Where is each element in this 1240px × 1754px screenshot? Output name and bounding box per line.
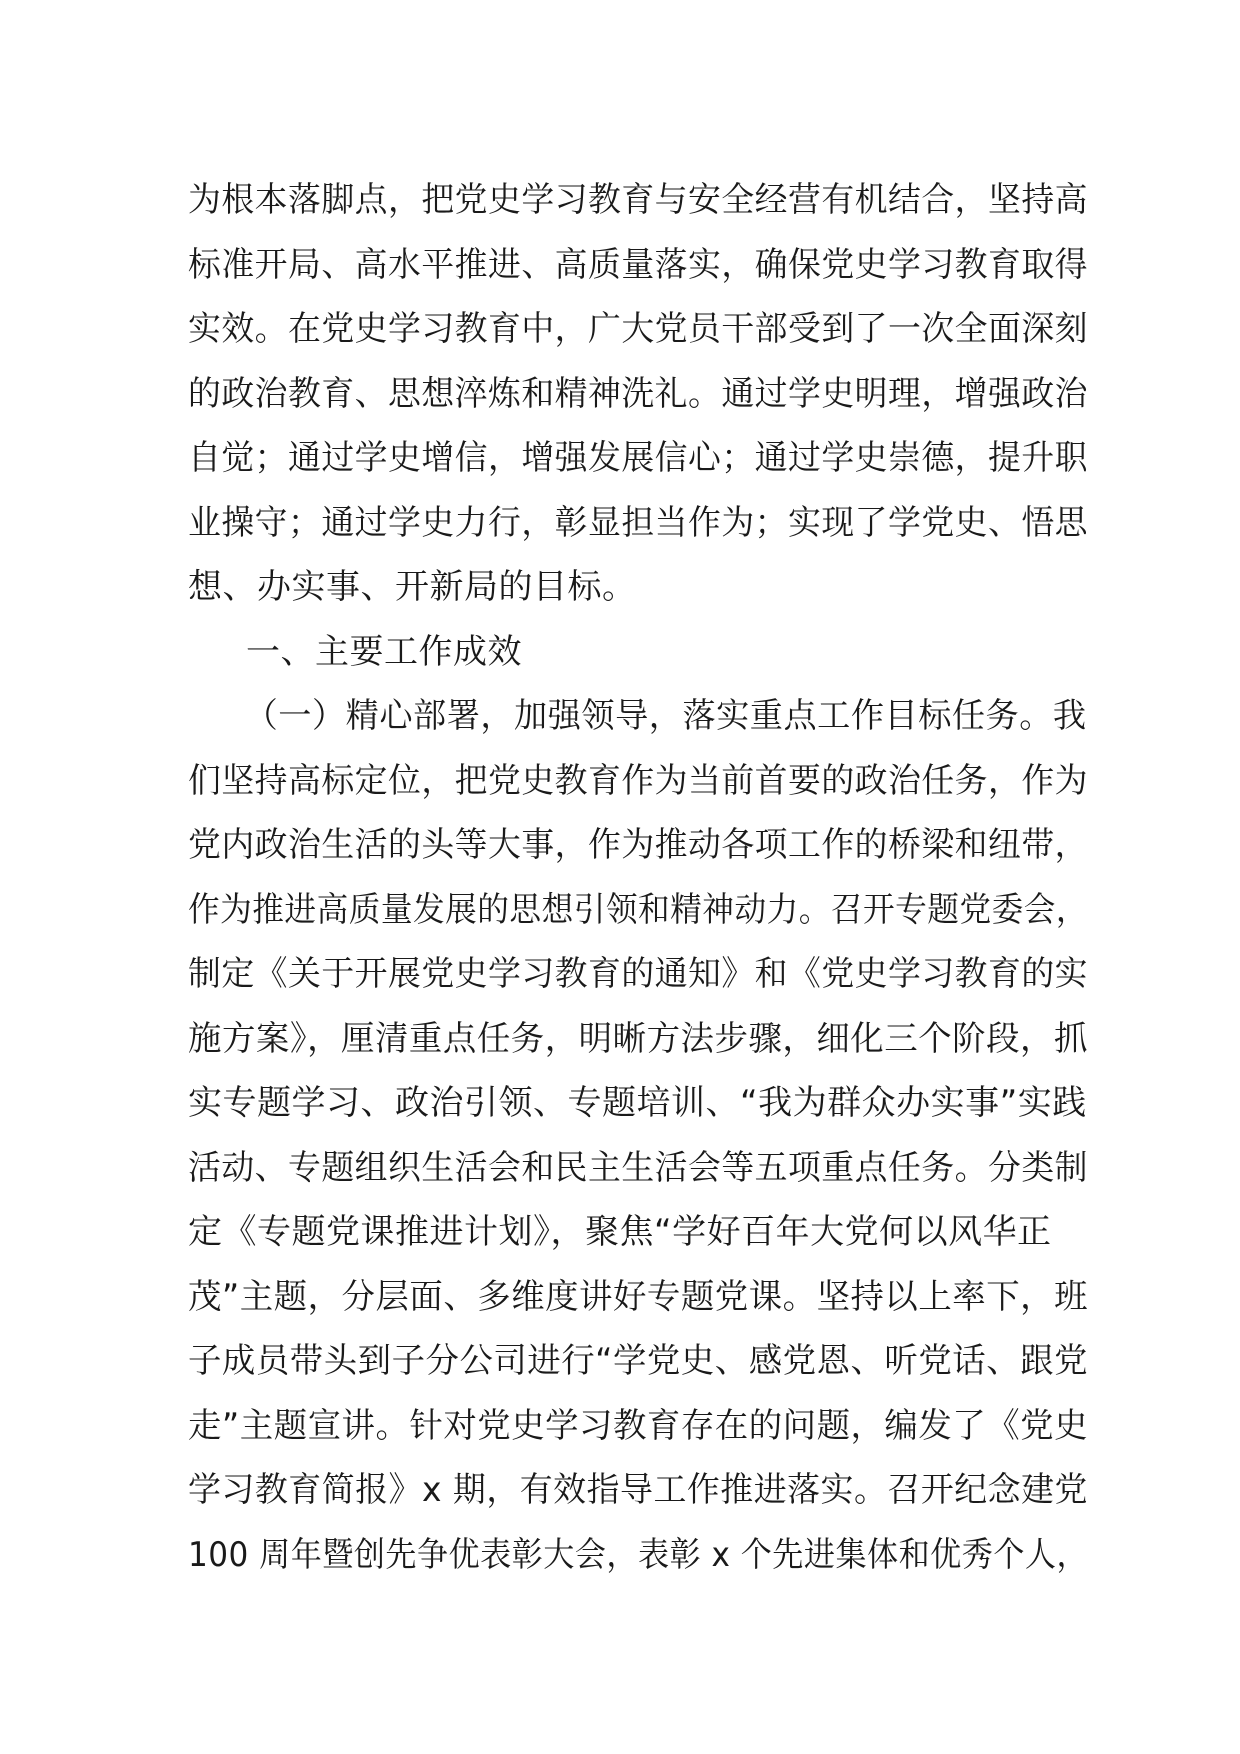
text-line: 活动、专题组织生活会和民主生活会等五项重点任务。分类制	[188, 1147, 1089, 1188]
text-line: 子成员带头到子分公司进行“学党史、感党恩、听党话、跟党	[188, 1341, 1089, 1381]
text-line: 学习教育简报》x 期，有效指导工作推进落实。召开纪念建党	[188, 1470, 1088, 1510]
text-line: 业操守；通过学史力行，彰显担当作为；实现了学党史、悟思	[188, 502, 1089, 543]
text-line: 作为推进高质量发展的思想引领和精神动力。召开专题党委会，	[188, 889, 1089, 930]
text-line: 施方案》，厘清重点任务，明晰方法步骤，细化三个阶段，抓	[188, 1018, 1088, 1059]
text-line: 制定《关于开展党史学习教育的通知》和《党史学习教育的实	[188, 954, 1089, 994]
text-line: 想、办实事、开新局的目标。	[188, 567, 637, 607]
text-line: 茂”主题，分层面、多维度讲好专题党课。坚持以上率下，班	[188, 1276, 1089, 1317]
text-line: 100 周年暨创先争优表彰大会，表彰 x 个先进集体和优秀个人，	[188, 1534, 1089, 1575]
text-line: 党内政治生活的头等大事，作为推动各项工作的桥梁和纽带，	[188, 825, 1089, 865]
text-line: 为根本落脚点，把党史学习教育与安全经营有机结合，坚持高	[188, 180, 1089, 220]
subsection-heading-line: （一）精心部署，加强领导，落实重点工作目标任务。我	[244, 696, 1087, 736]
section-heading: 一、主要工作成效	[246, 631, 522, 672]
text-line: 标准开局、高水平推进、高质量落实，确保党史学习教育取得	[188, 244, 1089, 285]
body-text	[188, 168, 1088, 1587]
text-line: 实效。在党史学习教育中，广大党员干部受到了一次全面深刻	[188, 309, 1089, 349]
text-line: 们坚持高标定位，把党史教育作为当前首要的政治任务，作为	[188, 760, 1089, 801]
text-line: 的政治教育、思想淬炼和精神洗礼。通过学史明理，增强政治	[188, 373, 1089, 414]
text-line: 实专题学习、政治引领、专题培训、“我为群众办实事”实践	[188, 1083, 1087, 1123]
text-line: 定《专题党课推进计划》，聚焦“学好百年大党何以风华正	[188, 1212, 1052, 1252]
text-line: 走”主题宣讲。针对党史学习教育存在的问题，编发了《党史	[188, 1405, 1089, 1446]
text-line: 自觉；通过学史增信，增强发展信心；通过学史崇德，提升职	[188, 438, 1089, 478]
